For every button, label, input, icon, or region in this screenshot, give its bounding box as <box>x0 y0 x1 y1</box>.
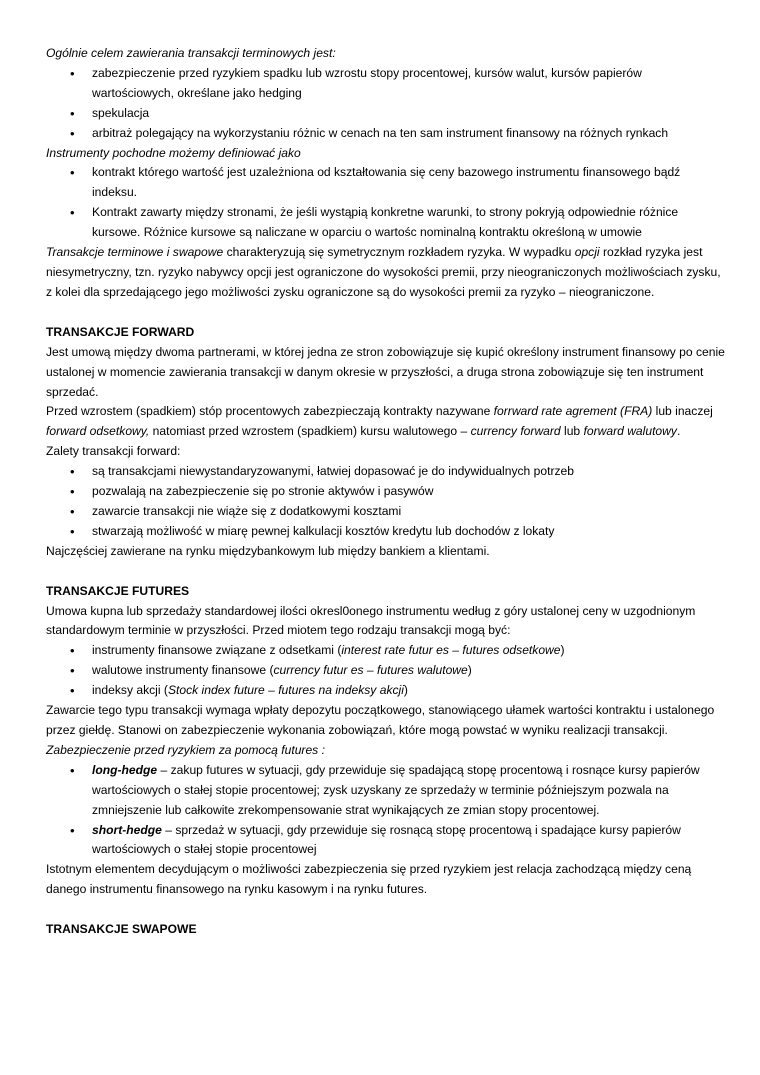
short-hedge-text: – sprzedaż w sytuacji, gdy przewiduje się rosnącą stopę procentową i spadające kursy papierów wartościowych o stałej stopie procentowej <box>92 822 681 857</box>
forward-para-2-text: natomiast przed wzrostem (spadkiem) kursu walutowego – <box>149 424 471 439</box>
swap-heading: TRANSAKCJE SWAPOWE <box>46 922 197 937</box>
hedge-list <box>46 761 726 861</box>
goals-list <box>46 64 726 144</box>
forward-para-2-text: . <box>676 424 681 439</box>
forward-heading: TRANSAKCJE FORWARD <box>46 324 195 339</box>
futures-heading: TRANSAKCJE FUTURES <box>46 583 190 598</box>
subject-end: ) <box>560 643 565 658</box>
short-hedge-term: short-hedge <box>92 822 162 837</box>
long-hedge-text: – zakup futures w sytuacji, gdy przewiduje się spadającą stopę procentową i rosnące kursy papierów wartościowych o stałej stopie procentowej; zysk uzyskany ze sprzedaży w terminie późniejszym pozwala na zmniejszenie lub całkowite zrekompensowanie strat wynikających ze zmian stopy procentowej. <box>92 762 700 817</box>
forward-walutowy-term: forward walutowy <box>583 424 677 439</box>
futures-para-2: Zawarcie tego typu transakcji wymaga wpłaty depozytu początkowego, stanowiącego ułamek wartości kontraktu i ustalonego przez giełdę. Stanowi on zabezpieczenie wykonania zobowiązań, które mogą powstać w wyniku realizacji transakcji. <box>46 703 715 737</box>
risk-options: opcji <box>574 245 600 260</box>
forward-odsetkowy-term: forward odsetkowy, <box>46 424 150 439</box>
hedge-title: Zabezpieczenie przed ryzykiem za pomocą futures : <box>46 742 325 757</box>
advantages-title: Zalety transakcji forward: <box>46 444 181 459</box>
document-page <box>46 44 726 940</box>
risk-term-swap: Transakcje terminowe i swapowe <box>46 245 224 260</box>
risk-text-2: rozkład ryzyka jest niesymetryczny, tzn. ryzyko nabywcy opcji jest ograniczone do wysokości premii, przy nieograniczonych możliwościach zysku, z kolei dla sprzedającego jego możliwości zysku ograniczone są do wysokości premii za ryzyko – nieograniczone. <box>46 245 721 299</box>
currency-forward-term: currency forward <box>470 424 561 439</box>
list-item <box>46 641 726 661</box>
futures-closing: Istotnym elementem decydującym o możliwości zabezpieczenia się przed ryzykiem jest relacja zachodzącą między ceną danego instrumentu finansowego na rynku kasowym i na rynku futures. <box>46 862 692 897</box>
forward-closing: Najczęściej zawierane na rynku międzybankowym lub między bankiem a klientami. <box>46 543 490 558</box>
list-item: • kontrakt którego wartość jest uzależniona od kształtowania się ceny bazowego instrumentu finansowego bądź indeksu. <box>46 163 726 203</box>
list-item: • są transakcjami niewystandaryzowanymi, łatwiej dopasować je do indywidualnych potrzeb <box>46 462 726 482</box>
list-item: • arbitraż polegający na wykorzystaniu różnic w cenach na ten sam instrument finansowy na różnych rynkach <box>46 124 726 144</box>
list-item <box>46 681 726 701</box>
subject-term: interest rate futur es – futures odsetkowe <box>341 643 561 658</box>
list-item <box>46 661 726 681</box>
derivatives-list <box>46 163 726 243</box>
futures-para-1: Umowa kupna lub sprzedaży standardowej ilości okresl0onego instrumentu według z góry ustalonej ceny w uzgodnionym standardowym terminie w przyszłości. Przed miotem tego rodzaju transakcji mogą być: <box>46 603 696 638</box>
subject-term: currency futur es – futures walutowe <box>273 663 468 678</box>
long-hedge-term: long-hedge <box>92 762 158 777</box>
subject-text: walutowe instrumenty finansowe ( <box>92 663 274 678</box>
fra-term: forrward rate agrement (FRA) <box>493 404 653 419</box>
forward-para-1: Jest umową między dwoma partnerami, w której jedna ze stron zobowiązuje się kupić określony instrument finansowy po cenie ustalonej w momencie zawierania transakcji w danym okresie w przyszłości, a druga strona zobowiązuje się ten instrument sprzedać. <box>46 344 725 399</box>
list-item: • pozwalają na zabezpieczenie się po stronie aktywów i pasywów <box>46 482 726 502</box>
subject-end: ) <box>403 683 408 698</box>
list-item: • stwarzają możliwość w miarę pewnej kalkulacji kosztów kredytu lub dochodów z lokaty <box>46 522 726 542</box>
list-item: • Kontrakt zawarty między stronami, że jeśli wystąpią konkretne warunki, to strony pokryją odpowiednie różnice kursowe. Różnice kursowe są naliczane w oparciu o wartośc nominalną kontraktu określoną w umowie <box>46 203 726 243</box>
list-item: • zabezpieczenie przed ryzykiem spadku lub wzrostu stopy procentowej, kursów walut, kursów papierów wartościowych, określane jako hedging <box>46 64 726 104</box>
futures-subjects-list <box>46 641 726 701</box>
list-item: • spekulacja <box>46 104 726 124</box>
goals-title: Ogólnie celem zawierania transakcji terminowych jest: <box>46 46 336 60</box>
forward-para-2-text: lub <box>560 424 584 439</box>
advantages-list <box>46 462 726 542</box>
subject-text: indeksy akcji ( <box>92 683 168 698</box>
forward-para-2-text: lub inaczej <box>652 404 713 419</box>
risk-paragraph <box>46 243 726 303</box>
list-item <box>46 821 726 861</box>
list-item: • zawarcie transakcji nie wiąże się z dodatkowymi kosztami <box>46 502 726 522</box>
subject-text: instrumenty finansowe związane z odsetkami ( <box>92 643 342 658</box>
forward-para-2 <box>46 402 726 442</box>
subject-term: Stock index future – futures na indeksy akcji <box>167 683 404 698</box>
risk-text-1: charakteryzują się symetrycznym rozkładem ryzyka. W wypadku <box>223 245 575 260</box>
subject-end: ) <box>467 663 472 678</box>
list-item <box>46 761 726 821</box>
derivatives-title: Instrumenty pochodne możemy definiować jako <box>46 145 301 160</box>
forward-para-2-text: Przed wzrostem (spadkiem) stóp procentowych zabezpieczają kontrakty nazywane <box>46 404 494 419</box>
